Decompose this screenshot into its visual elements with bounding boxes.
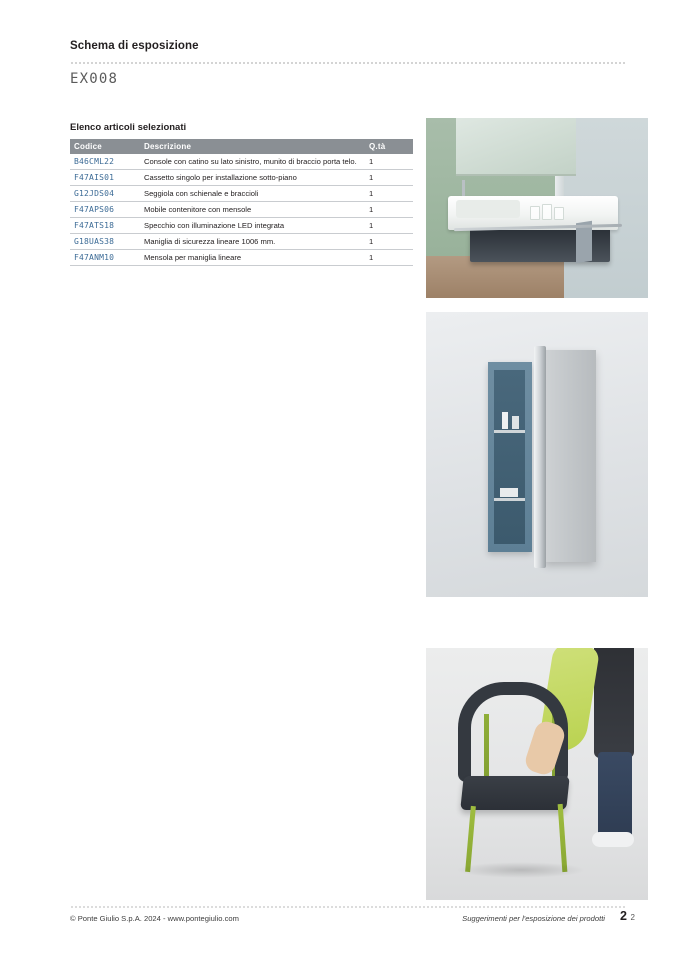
cell-description: Mensola per maniglia lineare	[140, 250, 369, 266]
photo2-shelf	[494, 498, 525, 501]
footer-page-number: 2	[620, 909, 627, 923]
cell-code: F47AIS01	[70, 170, 140, 186]
photo2-bottle	[502, 412, 508, 429]
footer-copyright: © Ponte Giulio S.p.A. 2024 - www.pontegiulio.com	[70, 914, 239, 923]
product-photo-wall-cabinet	[426, 312, 648, 597]
photo3-person-legs	[598, 752, 632, 840]
photo3-floor-shadow	[456, 862, 586, 878]
scheme-code: EX008	[70, 71, 119, 87]
items-table	[70, 139, 413, 266]
cell-description: Cassetto singolo per installazione sotto-piano	[140, 170, 369, 186]
table-row	[70, 170, 413, 186]
cell-quantity: 1	[369, 234, 413, 250]
header-divider	[70, 62, 627, 64]
photo1-bowl	[456, 200, 520, 218]
photo2-closed-cabinet	[544, 350, 596, 562]
photo2-shelf-item	[500, 488, 518, 497]
cell-code: B46CML22	[70, 154, 140, 170]
cell-quantity: 1	[369, 170, 413, 186]
table-row	[70, 250, 413, 266]
cell-quantity: 1	[369, 218, 413, 234]
table-row	[70, 218, 413, 234]
cell-code: F47ANM10	[70, 250, 140, 266]
photo2-linear-handle	[534, 346, 546, 568]
cell-code: F47APS06	[70, 202, 140, 218]
cell-quantity: 1	[369, 250, 413, 266]
footer-page-number-small: 2	[630, 913, 635, 922]
photo1-glass	[554, 207, 564, 220]
cell-description: Maniglia di sicurezza lineare 1006 mm.	[140, 234, 369, 250]
cell-description: Mobile contenitore con mensole	[140, 202, 369, 218]
footer-section-title: Suggerimenti per l'esposizione dei prodotti	[462, 914, 605, 923]
cell-description: Console con catino su lato sinistro, munito di braccio porta telo.	[140, 154, 369, 170]
column-header-code: Codice	[70, 139, 140, 154]
photo2-bottle	[512, 416, 519, 429]
photo1-glass	[530, 206, 540, 220]
page-title: Schema di esposizione	[70, 40, 199, 52]
product-photo-console	[426, 118, 648, 298]
product-photo-chair	[426, 648, 648, 900]
table-row	[70, 186, 413, 202]
items-table-head	[70, 139, 413, 154]
cell-code: G12JDS04	[70, 186, 140, 202]
column-header-description: Descrizione	[140, 139, 369, 154]
photo3-chair-seat	[460, 776, 570, 810]
photo1-glass	[542, 204, 552, 220]
cell-description: Specchio con illuminazione LED integrata	[140, 218, 369, 234]
photo3-person-torso	[594, 648, 634, 758]
table-row	[70, 202, 413, 218]
cell-code: G18UAS38	[70, 234, 140, 250]
photo2-cabinet-interior	[494, 370, 525, 544]
cell-description: Seggiola con schienale e braccioli	[140, 186, 369, 202]
items-list-caption: Elenco articoli selezionati	[70, 122, 187, 133]
cell-quantity: 1	[369, 154, 413, 170]
cell-quantity: 1	[369, 186, 413, 202]
table-header-row	[70, 139, 413, 154]
cell-code: F47ATS18	[70, 218, 140, 234]
column-header-quantity: Q.tà	[369, 139, 413, 154]
photo1-floor	[426, 256, 564, 298]
table-row	[70, 154, 413, 170]
items-table-body	[70, 154, 413, 266]
photo2-shelf	[494, 430, 525, 433]
photo1-mirror	[456, 118, 576, 176]
table-row	[70, 234, 413, 250]
cell-quantity: 1	[369, 202, 413, 218]
footer-divider	[70, 906, 627, 908]
photo3-person-shoe	[592, 832, 634, 847]
